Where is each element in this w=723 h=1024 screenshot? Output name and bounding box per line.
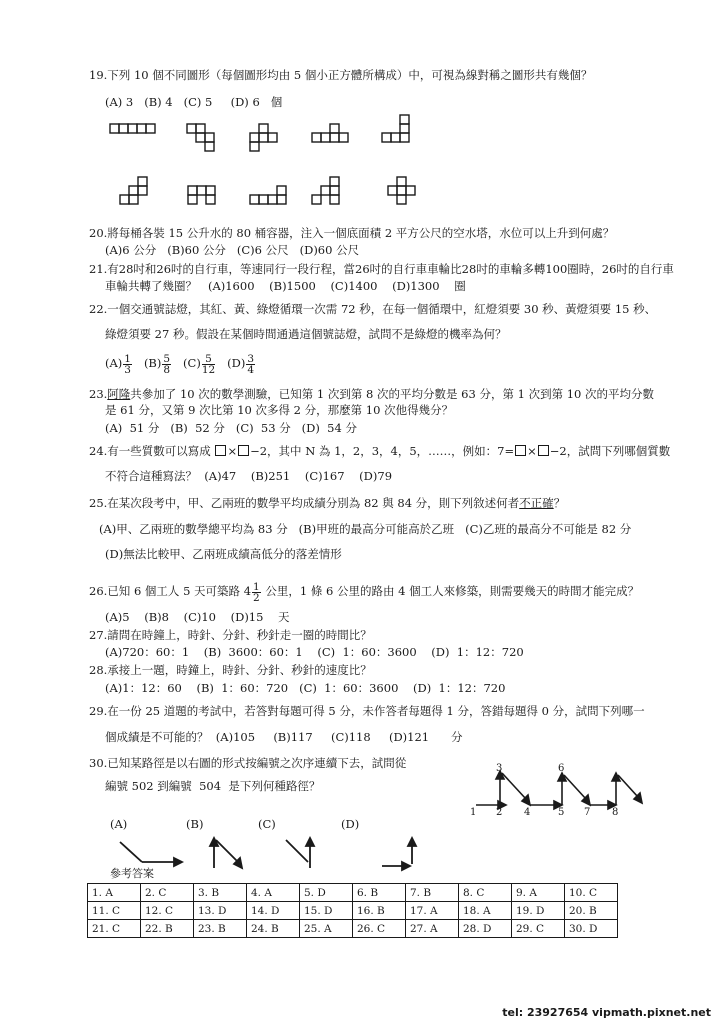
answer-cell: 16. B: [353, 902, 406, 920]
answer-cell: 7. B: [406, 884, 459, 902]
answer-cell: 10. C: [565, 884, 618, 902]
figure-l-shape: [187, 124, 214, 151]
q30-option-paths: [118, 834, 438, 874]
q19-stem: 19.下列 10 個不同圖形（每個圖形均由 5 個小正方體所構成）中，可視為線對稱之圖形共有幾個？: [89, 68, 593, 82]
q30-option-d-label: (D): [341, 817, 360, 831]
path-label-8: 8: [612, 807, 619, 818]
q21-line1: 21.有28吋和26吋的自行車，等速同行一段行程，當26吋的自行車車輪比28吋的車輪多轉100圈時，26吋的自行車: [89, 262, 674, 276]
q30-line2: 編號 502 到編號 504 是下列何種路徑？: [105, 779, 321, 793]
option-d-path: [382, 838, 416, 870]
answer-cell: 26. C: [353, 920, 406, 938]
answer-cell: 17. A: [406, 902, 459, 920]
table-row: [88, 920, 618, 938]
q28-options: (A)1：12：60 (B) 1：60：720 (C) 1：60：3600 (D) 1：12：720: [105, 681, 506, 695]
q23-line1: 23.阿隆共參加了 10 次的數學測驗，已知第 1 次到第 8 次的平均分數是 63 分，第 1 次到第 10 次的平均分數: [89, 387, 655, 401]
q25-line1: 25.在某次段考中，甲、乙兩班的數學平均成績分別為 82 與 84 分，則下列敘述何者不正確？: [89, 496, 566, 510]
path-label-1: 1: [470, 807, 477, 818]
q27-stem: 27.請問在時鐘上，時針、分針、秒針走一圈的時間比？: [89, 628, 372, 642]
answer-key-title: 參考答案: [110, 867, 154, 880]
figure-plus-shape: [388, 177, 415, 204]
q30-option-a-label: (A): [110, 817, 128, 831]
figure-step-shape: [312, 124, 348, 142]
q20-options: (A)6 公分 (B)60 公分 (C)6 公尺 (D)60 公尺: [105, 243, 360, 257]
answer-cell: 20. B: [565, 902, 618, 920]
q19-options: (A) 3 (B) 4 (C) 5 (D) 6 個: [105, 95, 283, 109]
answer-cell: 9. A: [512, 884, 565, 902]
answer-cell: 15. D: [300, 902, 353, 920]
path-label-5: 5: [558, 807, 565, 818]
path-label-6: 6: [558, 763, 565, 774]
q30-line1: 30.已知某路徑是以右圖的形式按編號之次序連續下去，試問從: [89, 756, 407, 770]
figure-long-l: [250, 186, 286, 204]
answer-cell: 19. D: [512, 902, 565, 920]
option-a-path: [120, 842, 182, 866]
answer-cell: 25. A: [300, 920, 353, 938]
answer-cell: 23. B: [194, 920, 247, 938]
answer-cell: 29. C: [512, 920, 565, 938]
q23-options: (A) 51 分 (B) 52 分 (C) 53 分 (D) 54 分: [105, 421, 357, 435]
figure-t-block: [188, 186, 215, 204]
option-b-path: [210, 838, 242, 868]
path-label-4: 4: [524, 807, 531, 818]
answer-cell: 13. D: [194, 902, 247, 920]
figure-t-top: [312, 177, 339, 204]
answer-cell: 30. D: [565, 920, 618, 938]
path-label-7: 7: [584, 807, 591, 818]
q28-stem: 28.承接上一題，時鐘上，時針、分針、秒針的速度比？: [89, 663, 372, 677]
answer-cell: 12. C: [141, 902, 194, 920]
answer-cell: 2. C: [141, 884, 194, 902]
answer-cell: 21. C: [88, 920, 141, 938]
q22-options: (A) $\frac{1}{3}$ (B) $\frac{5}{8}$ (C) $\frac{5}{12}$ (D) $\frac{3}{4}$: [105, 352, 255, 376]
q24-line2: 不符合這種寫法？ (A)47 (B)251 (C)167 (D)79: [105, 469, 393, 483]
answer-cell: 4. A: [247, 884, 300, 902]
path-label-2: 2: [496, 807, 503, 818]
figure-vertical-l: [382, 115, 409, 142]
q22-line2: 綠燈須要 27 秒。假設在某個時間通過這個號誌燈，試問不是綠燈的機率為何？: [105, 327, 507, 341]
q30-option-b-label: (B): [186, 817, 204, 831]
q27-options: (A)720：60：1 (B) 3600：60：1 (C) 1：60：3600 (D) 1：12：720: [105, 645, 524, 659]
q19-figures: [110, 115, 440, 215]
figure-row-of-five: [110, 124, 155, 133]
footer-contact: tel: 23927654 vipmath.pixnet.net: [502, 1006, 711, 1019]
q29-line1: 29.在一份 25 道題的考試中，若答對每題可得 5 分，未作答者每題得 1 分，答錯每題得 0 分，試問下列哪一: [89, 704, 645, 718]
answer-cell: 18. A: [459, 902, 512, 920]
answer-cell: 11. C: [88, 902, 141, 920]
answer-cell: 6. B: [353, 884, 406, 902]
q29-line2: 個成績是不可能的？ (A)105 (B)117 (C)118 (D)121 分: [105, 730, 463, 744]
answer-key-table: [87, 883, 618, 938]
answer-cell: 5. D: [300, 884, 353, 902]
option-c-path: [286, 838, 314, 868]
q22-line1: 22.一個交通號誌燈，其紅、黃、綠燈循環一次需 72 秒，在每一個循環中，紅燈須要 30 秒、黃燈須要 15 秒、: [89, 302, 657, 316]
answer-cell: 14. D: [247, 902, 300, 920]
answer-cell: 27. A: [406, 920, 459, 938]
q25-line3: (D)無法比較甲、乙兩班成績高低分的落差情形: [105, 547, 342, 561]
table-row: [88, 902, 618, 920]
answer-cell: 22. B: [141, 920, 194, 938]
q21-line2: 車輪共轉了幾圈？ (A)1600 (B)1500 (C)1400 (D)1300 圈: [105, 279, 466, 293]
q26-options: (A)5 (B)8 (C)10 (D)15 天: [105, 610, 290, 624]
answer-cell: 1. A: [88, 884, 141, 902]
q20-stem: 20.將每桶各裝 15 公升水的 80 桶容器，注入一個底面積 2 平方公尺的空水塔，水位可以上升到何處？: [89, 226, 615, 240]
q25-line2: (A)甲、乙兩班的數學總平均為 83 分 (B)甲班的最高分可能高於乙班 (C)乙班的最高分不可能是 82 分: [99, 522, 632, 536]
q26-line1: 26.已知 6 個工人 5 天可築路 4 $\frac{1}{2}$ 公里，1 條 6 公里的路由 4 個工人來修築，則需要幾天的時間才能完成？: [89, 580, 640, 604]
q30-option-c-label: (C): [258, 817, 276, 831]
figure-stairs: [120, 177, 147, 204]
table-row: [88, 884, 618, 902]
answer-cell: 24. B: [247, 920, 300, 938]
answer-cell: 28. D: [459, 920, 512, 938]
q24-line1: 24.有一些質數可以寫成 × −2，其中 N 為 1，2，3，4，5，……，例如：7= × −2，試問下列哪個質數: [89, 444, 671, 458]
q23-name: 阿隆: [107, 387, 131, 401]
path-label-3: 3: [496, 763, 503, 774]
answer-cell: 3. B: [194, 884, 247, 902]
answer-cell: 8. C: [459, 884, 512, 902]
q23-line2: 是 61 分，又第 9 次比第 10 次多得 2 分，那麼第 10 次他得幾分？: [105, 403, 454, 417]
q30-path-figure: [468, 763, 668, 823]
figure-cross-offset: [250, 124, 277, 151]
